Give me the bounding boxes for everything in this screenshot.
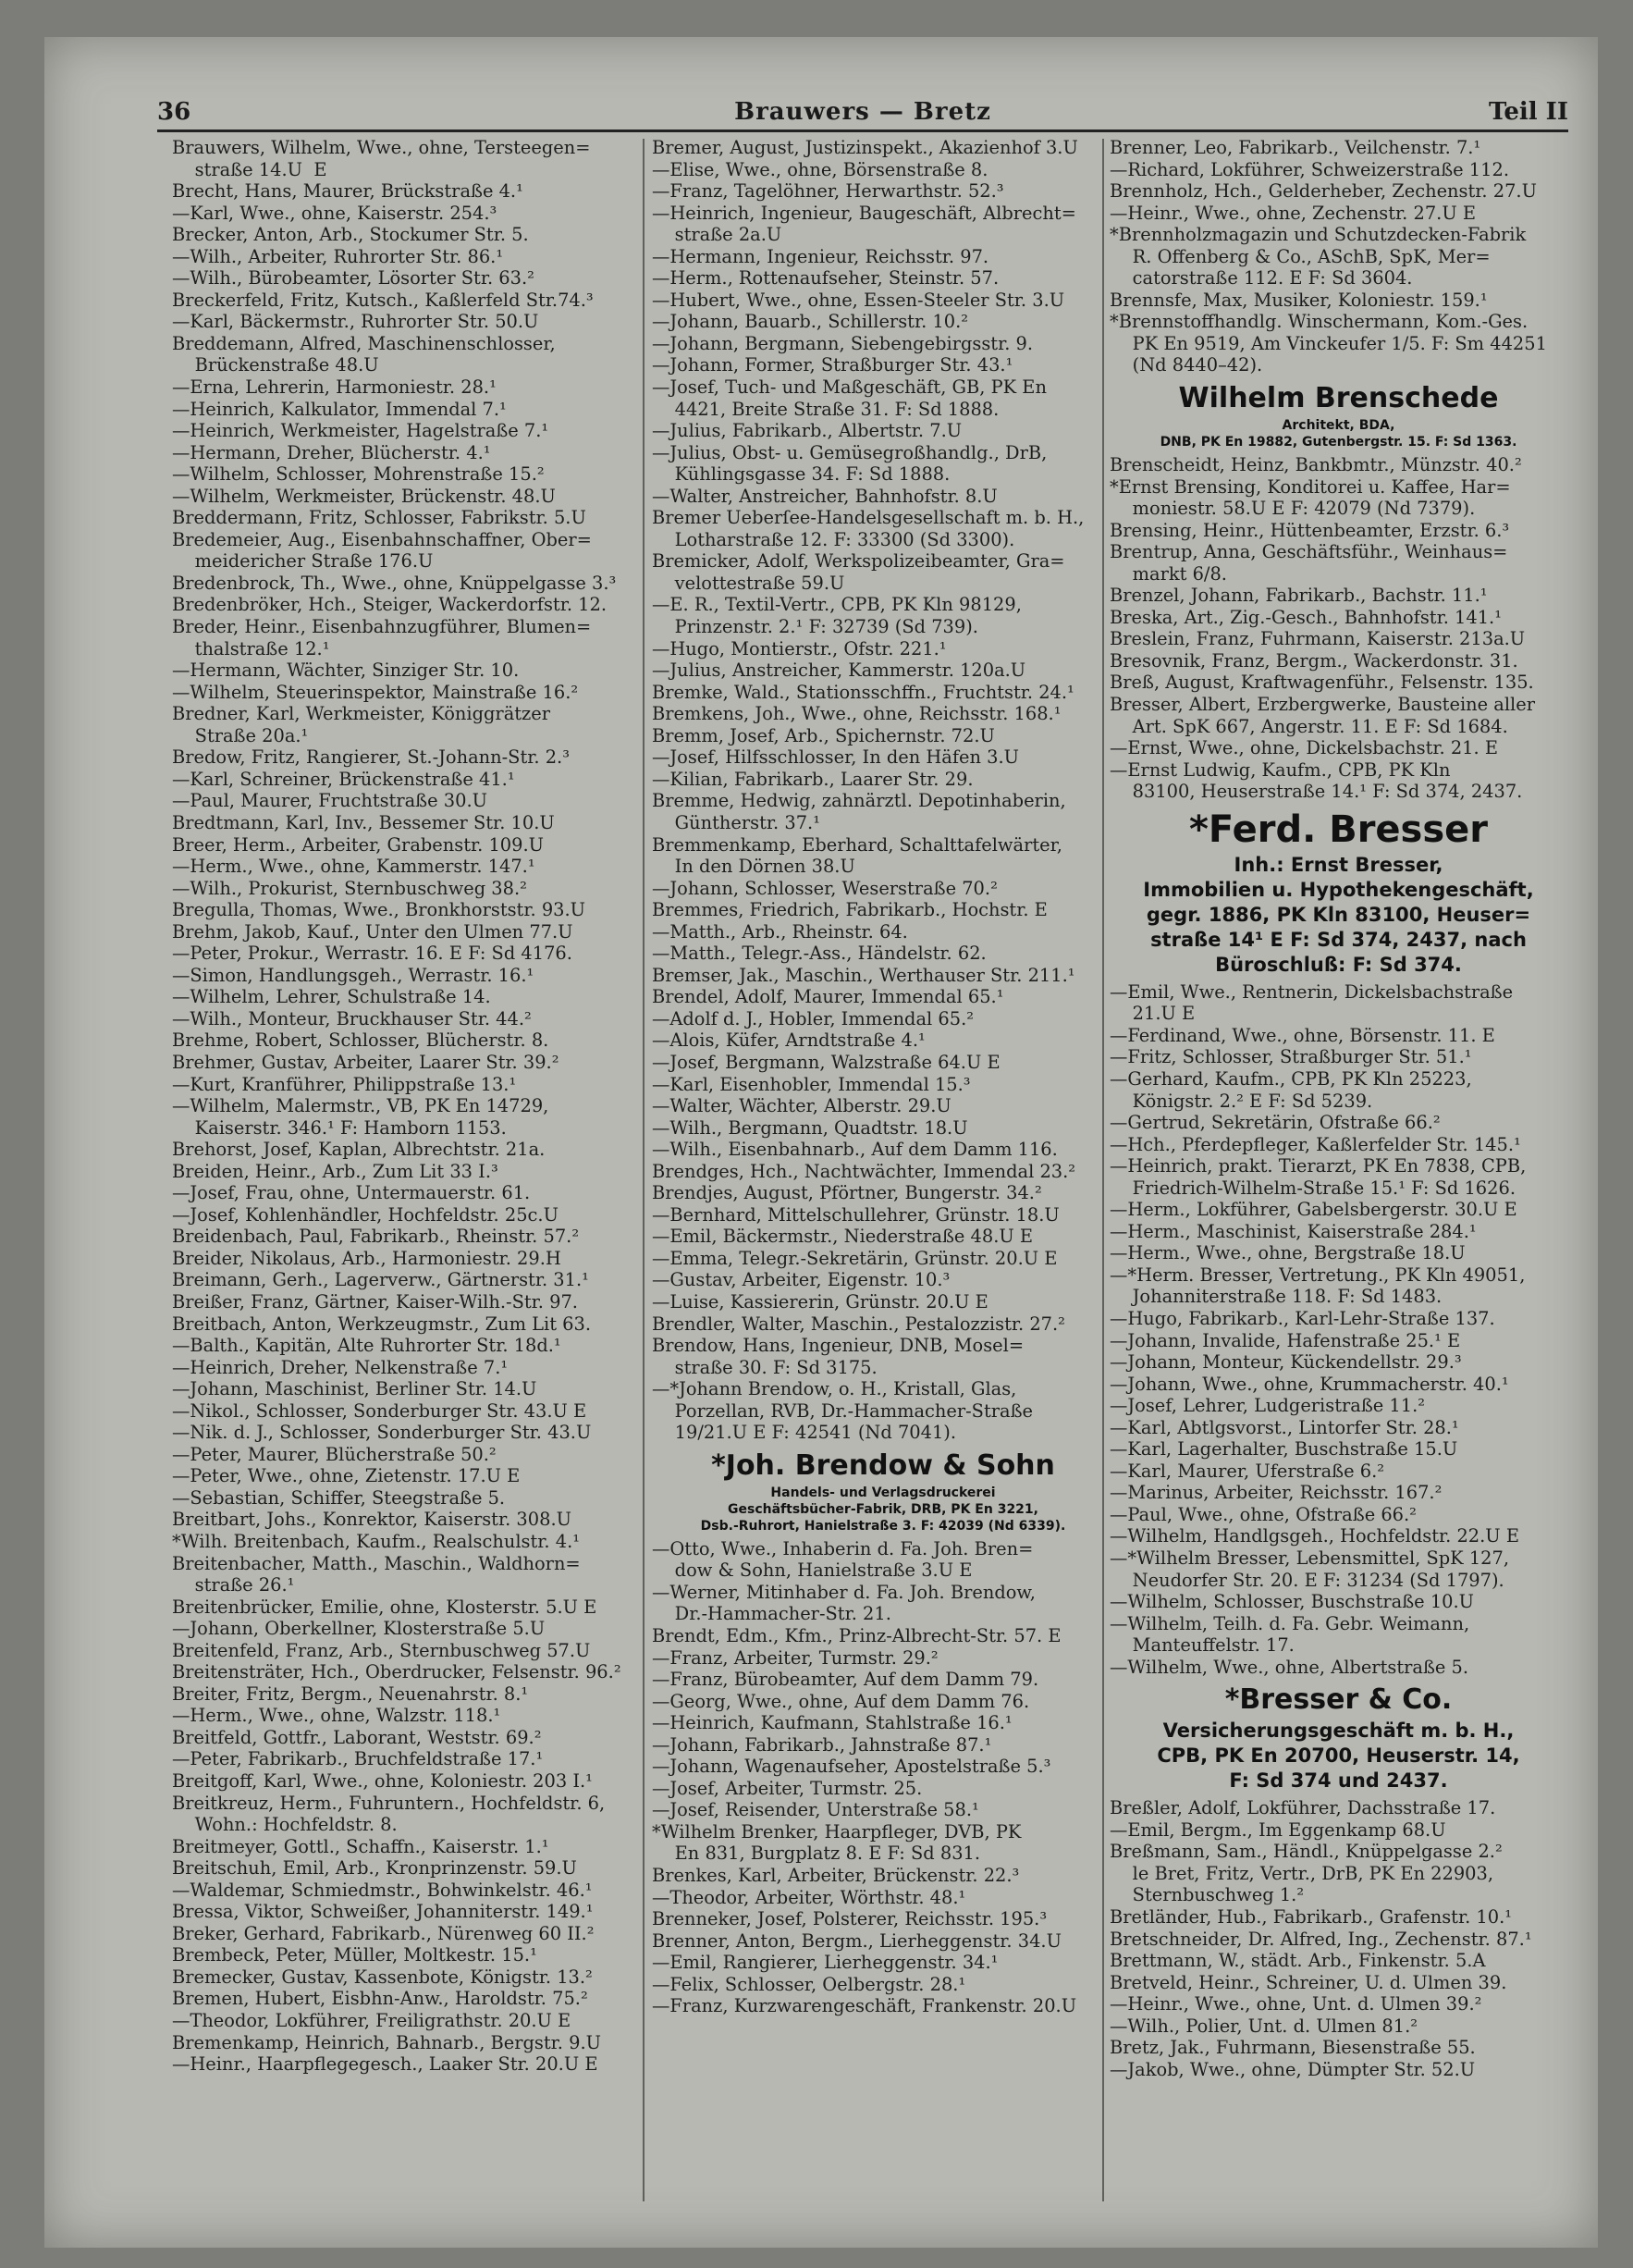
directory-entry-line: —Emil, Bergm., Im Eggenkamp 68.U — [1110, 1818, 1446, 1841]
directory-entry-line: Brecht, Hans, Maurer, Brückstraße 4.¹ — [172, 180, 523, 203]
directory-entry-line: Brenner, Leo, Fabrikarb., Veilchenstr. 7.¹ — [1110, 137, 1481, 158]
directory-entry-line: —Herm., Lokführer, Gabelsbergerstr. 30.U E — [1110, 1199, 1517, 1221]
advertisement-detail-line: straße 14¹ E F: Sd 374, 2437, nach — [1150, 928, 1527, 951]
directory-entry-line: Breddemann, Alfred, Maschinenschlosser, — [172, 332, 556, 354]
directory-entry-line: Bredenbröker, Hch., Steiger, Wackerdorfstr. 12. — [172, 594, 608, 616]
directory-entry-line: Brendler, Walter, Maschin., Pestalozzistr. 27.² — [652, 1313, 1065, 1335]
directory-entry-line: —Wilhelm, Schlosser, Buschstraße 10.U — [1110, 1591, 1474, 1613]
directory-entry-line: —Wilh., Monteur, Bruckhauser Str. 44.² — [172, 1007, 532, 1029]
directory-entry-line: —Wilhelm, Werkmeister, Brückenstr. 48.U — [172, 485, 556, 507]
directory-entry-line: thalstraße 12.¹ — [172, 637, 330, 659]
advertisement-detail-line: Dsb.-Ruhrort, Hanielstraße 3. F: 42039 (Nd 6339). — [700, 1518, 1066, 1534]
advertisement-detail-line: Immobilien u. Hypothekengeschäft, — [1143, 878, 1534, 901]
directory-entry-line: Bregulla, Thomas, Wwe., Bronkhorststr. 93.U — [172, 899, 585, 921]
directory-entry-line: —Gerhard, Kaufm., CPB, PK Kln 25223, — [1110, 1067, 1472, 1090]
directory-entry-line: —Otto, Wwe., Inhaberin d. Fa. Joh. Bren= — [652, 1537, 1034, 1559]
directory-entry-line: Bremmenkamp, Eberhard, Schalttafelwärter, — [652, 833, 1062, 856]
page-number: 36 — [157, 98, 191, 126]
directory-entry-line: —Wilhelm, Schlosser, Mohrenstraße 15.² — [172, 463, 545, 486]
directory-entry-line: —Kilian, Fabrikarb., Laarer Str. 29. — [652, 768, 974, 790]
directory-entry-line: —*Johann Brendow, o. H., Kristall, Glas, — [652, 1378, 1017, 1400]
directory-entry-line: Brauwers, Wilhelm, Wwe., ohne, Tersteegen= — [172, 137, 591, 158]
directory-entry-line: —Peter, Wwe., ohne, Zietenstr. 17.U E — [172, 1465, 521, 1487]
directory-entry-line: Breider, Nikolaus, Arb., Harmoniestr. 29.H — [172, 1247, 561, 1269]
advertisement-box — [1110, 807, 1567, 978]
directory-entry-line: —Paul, Maurer, Fruchtstraße 30.U — [172, 790, 487, 812]
directory-entry-line: velottestraße 59.U — [652, 572, 845, 594]
directory-entry-line: —Johann, Wagenaufseher, Apostelstraße 5.³ — [652, 1756, 1051, 1778]
directory-entry-line: —Bernhard, Mittelschullehrer, Grünstr. 18.U — [652, 1203, 1060, 1226]
directory-entry-line: R. Offenberg & Co., ASchB, SpK, Mer= — [1110, 245, 1491, 267]
directory-entry-line: Breiter, Fritz, Bergm., Neuenahrstr. 8.¹ — [172, 1683, 529, 1705]
directory-entry-line: Breska, Art., Zig.-Gesch., Bahnhofstr. 141.¹ — [1110, 606, 1502, 628]
directory-entry-line: —Karl, Bäckermstr., Ruhrorter Str. 50.U — [172, 311, 539, 333]
directory-entry-line: Bretschneider, Dr. Alfred, Ing., Zechenstr. 87.¹ — [1110, 1928, 1532, 1950]
directory-entry-line: Brenscheidt, Heinz, Bankbmtr., Münzstr. 40.² — [1110, 454, 1522, 476]
directory-entry-line: —Wilhelm, Handlgsgeh., Hochfeldstr. 22.U E — [1110, 1525, 1519, 1547]
directory-entry-line: —*Herm. Bresser, Vertretung., PK Kln 49051, — [1110, 1263, 1526, 1286]
directory-entry-line: Bremme, Hedwig, zahnärztl. Depotinhaberin, — [652, 790, 1066, 812]
directory-entry-line: —Josef, Reisender, Unterstraße 58.¹ — [652, 1799, 979, 1821]
directory-entry-line: Brennsfe, Max, Musiker, Koloniestr. 159.¹ — [1110, 289, 1488, 311]
directory-entry-line: —Matth., Arb., Rheinstr. 64. — [652, 920, 908, 943]
directory-entry-line: Brehmer, Gustav, Arbeiter, Laarer Str. 39.² — [172, 1051, 559, 1073]
directory-entry-line: Brenner, Anton, Bergm., Lierheggenstr. 34.U — [652, 1929, 1062, 1952]
directory-entry-line: Brecker, Anton, Arb., Stockumer Str. 5. — [172, 224, 529, 246]
directory-entry-line: —Gustav, Arbeiter, Eigenstr. 10.³ — [652, 1269, 951, 1291]
directory-entry-line: Breßmann, Sam., Händl., Knüppelgasse 2.² — [1110, 1841, 1503, 1863]
directory-entry-line: —Hubert, Wwe., ohne, Essen-Steeler Str. 3.U — [652, 289, 1065, 311]
directory-entry-line: *Wilhelm Brenker, Haarpfleger, DVB, PK — [652, 1820, 1022, 1843]
directory-entry-line: —Julius, Obst- u. Gemüsegroßhandlg., DrB, — [652, 441, 1048, 463]
directory-entry-line: —Elise, Wwe., ohne, Börsenstraße 8. — [652, 158, 988, 180]
directory-entry-line: —Wilhelm, Wwe., ohne, Albertstraße 5. — [1110, 1656, 1469, 1678]
directory-entry-line: —Julius, Fabrikarb., Albertstr. 7.U — [652, 420, 963, 442]
directory-entry-line: Breder, Heinr., Eisenbahnzugführer, Blumen= — [172, 616, 592, 638]
directory-entry-line: Brehm, Jakob, Kauf., Unter den Ulmen 77.U — [172, 920, 573, 943]
directory-entry-line: —Karl, Abtlgsvorst., Lintorfer Str. 28.¹ — [1110, 1416, 1459, 1438]
directory-entry-line: —Waldemar, Schmiedmstr., Bohwinkelstr. 46.¹ — [172, 1879, 593, 1901]
directory-entry-line: Königstr. 2.² E F: Sd 5239. — [1110, 1090, 1373, 1112]
directory-entry-line: Güntherstr. 37.¹ — [652, 811, 820, 833]
directory-entry-line: En 831, Burgplatz 8. E F: Sd 831. — [652, 1843, 981, 1865]
directory-entry-line: —Johann, Fabrikarb., Jahnstraße 87.¹ — [652, 1733, 992, 1756]
directory-entry-line: PK En 9519, Am Vinckeufer 1/5. F: Sm 44251 — [1110, 332, 1547, 354]
directory-entry-line: Manteuffelstr. 17. — [1110, 1634, 1295, 1657]
directory-entry-line: —Johann, Wwe., ohne, Krummacherstr. 40.¹ — [1110, 1373, 1509, 1395]
directory-entry-line: —Fritz, Schlosser, Straßburger Str. 51.¹ — [1110, 1046, 1472, 1068]
directory-entry-line: —Nik. d. J., Schlosser, Sonderburger Str. 43.U — [172, 1422, 592, 1444]
page-title: Brauwers — Bretz — [734, 98, 991, 126]
directory-entry-line: —Wilhelm, Malermstr., VB, PK En 14729, — [172, 1095, 549, 1117]
directory-entry-line: markt 6/8. — [1110, 562, 1227, 585]
directory-entry-line: Dr.-Hammacher-Str. 21. — [652, 1603, 891, 1625]
directory-entry-line: Breer, Herm., Arbeiter, Grabenstr. 109.U — [172, 833, 544, 856]
directory-entry-line: Kühlingsgasse 34. F: Sd 1888. — [652, 463, 951, 486]
directory-entry-line: Bretveld, Heinr., Schreiner, U. d. Ulmen 39. — [1110, 1971, 1507, 1993]
directory-entry-line: Breitgoff, Karl, Wwe., ohne, Koloniestr. 203 I.¹ — [172, 1770, 593, 1793]
directory-entry-line: moniestr. 58.U E F: 42079 (Nd 7379). — [1110, 498, 1476, 520]
directory-entry-line: —Georg, Wwe., ohne, Auf dem Damm 76. — [652, 1690, 1030, 1712]
directory-entry-line: —Wilh., Arbeiter, Ruhrorter Str. 86.¹ — [172, 245, 504, 267]
directory-entry-line: —*Wilhelm Bresser, Lebensmittel, SpK 127, — [1110, 1547, 1510, 1569]
directory-entry-line: Bremicker, Adolf, Werkspolizeibeamter, Gra= — [652, 550, 1065, 573]
directory-entry-line: Bresovnik, Franz, Bergm., Wackerdonstr. 31. — [1110, 649, 1518, 672]
directory-entry-line: —Hermann, Wächter, Sinziger Str. 10. — [172, 659, 520, 682]
directory-entry-line: —Paul, Wwe., ohne, Ofstraße 66.² — [1110, 1503, 1417, 1525]
directory-entry-line: Porzellan, RVB, Dr.-Hammacher-Straße — [652, 1399, 1034, 1422]
directory-entry-line: —Hugo, Fabrikarb., Karl-Lehr-Straße 137. — [1110, 1307, 1495, 1329]
directory-entry-line: —Josef, Hilfsschlosser, In den Häfen 3.U — [652, 746, 1020, 769]
directory-entry-line: straße 26.¹ — [172, 1574, 295, 1596]
directory-entry-line: Johanniterstraße 118. F: Sd 1483. — [1110, 1286, 1443, 1308]
column-2 — [652, 137, 1114, 2017]
advertisement-detail-line: gegr. 1886, PK Kln 83100, Heuser= — [1146, 903, 1531, 926]
directory-entry-line: —Luise, Kassiererin, Grünstr. 20.U E — [652, 1290, 988, 1313]
directory-entry-line: —Emil, Bäckermstr., Niederstraße 48.U E — [652, 1226, 1034, 1248]
directory-entry-line: —Johann, Bauarb., Schillerstr. 10.² — [652, 311, 969, 333]
directory-entry-line: *Ernst Brensing, Konditorei u. Kaffee, Har= — [1110, 475, 1511, 498]
directory-entry-line: Bremer, August, Justizinspekt., Akazienhof 3.U — [652, 137, 1078, 158]
directory-entry-line: —Johann, Maschinist, Berliner Str. 14.U — [172, 1378, 537, 1400]
directory-entry-line: —Ferdinand, Wwe., ohne, Börsenstr. 11. E — [1110, 1024, 1495, 1046]
directory-entry-line: —Wilh., Bergmann, Quadtstr. 18.U — [652, 1116, 968, 1139]
directory-entry-line: —Hugo, Montierstr., Ofstr. 221.¹ — [652, 637, 947, 659]
directory-entry-line: —Heinr., Wwe., ohne, Zechenstr. 27.U E — [1110, 202, 1477, 224]
directory-entry-line: —Josef, Arbeiter, Turmstr. 25. — [652, 1777, 923, 1799]
directory-entry-line: —Josef, Lehrer, Ludgeristraße 11.² — [1110, 1395, 1426, 1417]
directory-entry-line: —Matth., Telegr.-Ass., Händelstr. 62. — [652, 943, 987, 965]
directory-entry-line: —Werner, Mitinhaber d. Fa. Joh. Brendow, — [652, 1581, 1036, 1603]
directory-entry-line: Breitenbacher, Matth., Maschin., Waldhorn= — [172, 1552, 581, 1574]
directory-entry-line: —Sebastian, Schiffer, Steegstraße 5. — [172, 1486, 506, 1509]
directory-entry-line: le Bret, Fritz, Vertr., DrB, PK En 22903, — [1110, 1862, 1494, 1884]
directory-entry-line: Sternbuschweg 1.² — [1110, 1884, 1305, 1906]
advertisement-brand: *Ferd. Bresser — [1188, 807, 1489, 851]
directory-entry-line: straße 2a.U — [652, 224, 782, 246]
directory-entry-line: Bredenbrock, Th., Wwe., ohne, Knüppelgasse 3.³ — [172, 572, 617, 594]
directory-entry-line: —Adolf d. J., Hobler, Immendal 65.² — [652, 1007, 975, 1029]
directory-entry-line: Bremer Ueberſee-Handelsgesellschaft m. b. H., — [652, 507, 1085, 529]
advertisement-detail-line: CPB, PK En 20700, Heuserstr. 14, — [1157, 1744, 1520, 1768]
directory-entry-line: catorstraße 112. E F: Sd 3604. — [1110, 267, 1413, 290]
directory-entry-line: *Brennstoffhandlg. Winschermann, Kom.-Ges. — [1110, 311, 1529, 333]
directory-entry-line: Bredtmann, Karl, Inv., Bessemer Str. 10.U — [172, 811, 555, 833]
directory-entry-line: Breitfeld, Gottfr., Laborant, Weststr. 69.² — [172, 1726, 542, 1748]
directory-entry-line: Neudorfer Str. 20. E F: 31234 (Sd 1797). — [1110, 1569, 1504, 1591]
directory-entry-line: —Karl, Eisenhobler, Immendal 15.³ — [652, 1073, 971, 1095]
directory-entry-line: —Herm., Wwe., ohne, Walzstr. 118.¹ — [172, 1705, 501, 1727]
directory-entry-line: —Emil, Rangierer, Lierheggenstr. 34.¹ — [652, 1952, 999, 1974]
directory-entry-line: *Brennholzmagazin und Schutzdecken-Fabrik — [1110, 224, 1527, 246]
directory-entry-line: Breker, Gerhard, Fabrikarb., Nürenweg 60 II.² — [172, 1922, 595, 1944]
directory-entry-line: —Wilh., Prokurist, Sternbuschweg 38.² — [172, 877, 527, 899]
directory-entry-line: —Peter, Prokur., Werrastr. 16. E F: Sd 4176. — [172, 943, 572, 965]
directory-entry-line: Lotharstraße 12. F: 33300 (Sd 3300). — [652, 528, 1015, 550]
page-header — [157, 85, 1568, 132]
directory-entry-line: —Walter, Wächter, Alberstr. 29.U — [652, 1095, 952, 1117]
directory-entry-line: —Marinus, Arbeiter, Reichsstr. 167.² — [1110, 1482, 1443, 1504]
directory-entry-line: Breitbach, Anton, Werkzeugmstr., Zum Lit 63. — [172, 1313, 591, 1335]
directory-entry-line: Brentrup, Anna, Geschäftsführ., Weinhaus= — [1110, 541, 1508, 563]
directory-entry-line: Brehme, Robert, Schlosser, Blücherstr. 8. — [172, 1029, 549, 1052]
directory-entry-line: —Heinrich, Kalkulator, Immendal 7.¹ — [172, 398, 507, 420]
directory-entry-line: —Wilh., Polier, Unt. d. Ulmen 81.² — [1110, 2015, 1418, 2037]
directory-entry-line: Bredemeier, Aug., Eisenbahnschaffner, Ober= — [172, 528, 592, 550]
directory-entry-line: —Franz, Kurzwarengeschäft, Frankenstr. 20.U — [652, 1995, 1077, 2017]
directory-entry-line: (Nd 8440–42). — [1110, 354, 1263, 376]
directory-entry-line: —Felix, Schlosser, Oelbergstr. 28.¹ — [652, 1973, 966, 1995]
advertisement-detail-line: Handels- und Verlagsdruckerei — [770, 1485, 996, 1500]
directory-entry-line: —Gertrud, Sekretärin, Ofstraße 66.² — [1110, 1112, 1441, 1134]
directory-entry-line: Brendow, Hans, Ingenieur, DNB, Mosel= — [652, 1335, 1025, 1357]
directory-entry-line: Brenzel, Johann, Fabrikarb., Bachstr. 11.¹ — [1110, 585, 1488, 607]
advertisement-box — [1110, 380, 1567, 450]
directory-entry-line: —Emil, Wwe., Rentnerin, Dickelsbachstraße — [1110, 980, 1514, 1003]
directory-entry-line: —Johann, Oberkellner, Klosterstraße 5.U — [172, 1618, 546, 1640]
directory-entry-line: —Herm., Rottenaufseher, Steinstr. 57. — [652, 267, 1000, 290]
advertisement-brand: *Bresser & Co. — [1224, 1683, 1453, 1717]
directory-entry-line: —Richard, Lokführer, Schweizerstraße 112. — [1110, 158, 1509, 180]
directory-entry-line: —Julius, Anstreicher, Kammerstr. 120a.U — [652, 659, 1026, 682]
directory-entry-line: meidericher Straße 176.U — [172, 550, 434, 573]
directory-entry-line: 83100, Heuserstraße 14.¹ F: Sd 374, 2437. — [1110, 781, 1523, 803]
advertisement-detail-line: Büroschluß: F: Sd 374. — [1215, 953, 1462, 976]
directory-entry-line: —Heinrich, Ingenieur, Baugeschäft, Albrecht= — [652, 202, 1076, 224]
directory-entry-line: Breitkreuz, Herm., Fuhruntern., Hochfeldstr. 6, — [172, 1792, 606, 1814]
directory-entry-line: Breddermann, Fritz, Schlosser, Fabrikstr. 5.U — [172, 507, 586, 529]
directory-entry-line: —Johann, Former, Straßburger Str. 43.¹ — [652, 354, 1013, 376]
column-3 — [1110, 137, 1567, 2080]
directory-entry-line: 4421, Breite Straße 31. F: Sd 1888. — [652, 398, 1000, 420]
directory-entry-line: —Johann, Monteur, Kückendellstr. 29.³ — [1110, 1351, 1462, 1374]
directory-entry-line: Breitensträter, Hch., Oberdrucker, Felsenstr. 96.² — [172, 1661, 621, 1683]
directory-entry-line: Brennholz, Hch., Gelderheber, Zechenstr. 27.U — [1110, 180, 1537, 203]
directory-entry-line: —Josef, Tuch- und Maßgeschäft, GB, PK En — [652, 376, 1047, 399]
directory-entry-line: Bremser, Jak., Maschin., Werthauser Str. 211.¹ — [652, 964, 1075, 986]
directory-entry-line: —Emma, Telegr.-Sekretärin, Grünstr. 20.U E — [652, 1247, 1058, 1269]
directory-entry-line: —Balth., Kapitän, Alte Ruhrorter Str. 18d.¹ — [172, 1335, 561, 1357]
directory-entry-line: Bremke, Wald., Stationsschffn., Fruchtstr. 24.¹ — [652, 681, 1074, 703]
advertisement-detail-line: Architekt, BDA, — [1282, 418, 1395, 434]
directory-entry-line: —Hermann, Dreher, Blücherstr. 4.¹ — [172, 441, 491, 463]
directory-entry-line: Bredner, Karl, Werkmeister, Königgrätzer — [172, 703, 551, 725]
directory-entry-line: Brettmann, W., städt. Arb., Finkenstr. 5.A — [1110, 1950, 1486, 1972]
directory-entry-line: Bremm, Josef, Arb., Spichernstr. 72.U — [652, 724, 995, 746]
directory-entry-line: Bremenkamp, Heinrich, Bahnarb., Bergstr. 9.U — [172, 2031, 601, 2053]
directory-entry-line: —Johann, Schlosser, Weserstraße 70.² — [652, 877, 998, 899]
directory-entry-line: —Herm., Wwe., ohne, Kammerstr. 147.¹ — [172, 856, 535, 878]
directory-entry-line: —Heinrich, Werkmeister, Hagelstraße 7.¹ — [172, 420, 549, 442]
advertisement-box — [652, 1448, 1114, 1535]
directory-entry-line: 19/21.U E F: 42541 (Nd 7041). — [652, 1422, 957, 1444]
advertisement-detail-line: Geschäftsbücher-Fabrik, DRB, PK En 3221, — [728, 1501, 1038, 1517]
directory-entry-line: —Hermann, Ingenieur, Reichsstr. 97. — [652, 245, 989, 267]
directory-entry-line: Breitenbrücker, Emilie, ohne, Klosterstr. 5.U E — [172, 1596, 597, 1618]
directory-entry-line: —Theodor, Arbeiter, Wörthstr. 48.¹ — [652, 1886, 966, 1908]
directory-entry-line: Breitmeyer, Gottl., Schaffn., Kaiserstr. 1.¹ — [172, 1835, 549, 1857]
directory-entry-line: —Heinr., Wwe., ohne, Unt. d. Ulmen 39.² — [1110, 1993, 1482, 2015]
directory-entry-line: In den Dörnen 38.U — [652, 856, 855, 878]
directory-entry-line: —Karl, Wwe., ohne, Kaiserstr. 254.³ — [172, 202, 497, 224]
directory-entry-line: —Heinrich, prakt. Tierarzt, PK En 7838, CPB, — [1110, 1155, 1527, 1177]
directory-entry-line: Art. SpK 667, Angerstr. 11. E F: Sd 1684. — [1110, 715, 1508, 737]
advertisement-box — [1110, 1682, 1567, 1793]
directory-entry-line: —Franz, Bürobeamter, Auf dem Damm 79. — [652, 1669, 1039, 1691]
advertisement-brand: Wilhelm Brenschede — [1178, 382, 1499, 415]
directory-entry-line: —Josef, Frau, ohne, Untermauerstr. 61. — [172, 1182, 531, 1204]
directory-entry-line: Bretländer, Hub., Fabrikarb., Grafenstr. 10.¹ — [1110, 1906, 1513, 1928]
directory-entry-line: Bretz, Jak., Fuhrmann, Biesenstraße 55. — [1110, 2037, 1476, 2059]
directory-entry-line: —Kurt, Kranführer, Philippstraße 13.¹ — [172, 1073, 517, 1095]
advertisement-detail-line: Versicherungsgeschäft m. b. H., — [1162, 1719, 1515, 1743]
directory-entry-line: Brendjes, August, Pförtner, Bungerstr. 34.² — [652, 1182, 1042, 1204]
directory-entry-line: Brembeck, Peter, Müller, Moltkestr. 15.¹ — [172, 1944, 537, 1966]
advertisement-detail-line: F: Sd 374 und 2437. — [1229, 1769, 1448, 1793]
directory-entry-line: —Herm., Wwe., ohne, Bergstraße 18.U — [1110, 1242, 1466, 1264]
directory-entry-line: *Wilh. Breitenbach, Kaufm., Realschulstr. 4.¹ — [172, 1531, 581, 1552]
directory-entry-line: —Franz, Tagelöhner, Herwarthstr. 52.³ — [652, 180, 1004, 203]
directory-entry-line: —Wilhelm, Lehrer, Schulstraße 14. — [172, 986, 491, 1008]
directory-entry-line: —Alois, Küfer, Arndtstraße 4.¹ — [652, 1029, 926, 1052]
directory-entry-line: Brendges, Hch., Nachtwächter, Immendal 23.² — [652, 1160, 1076, 1182]
advertisement-brand: *Joh. Brendow & Sohn — [711, 1448, 1055, 1482]
directory-entry-line: Bremkens, Joh., Wwe., ohne, Reichsstr. 168.¹ — [652, 703, 1062, 725]
directory-entry-line: —Karl, Maurer, Uferstraße 6.² — [1110, 1460, 1385, 1482]
directory-entry-line: —Herm., Maschinist, Kaiserstraße 284.¹ — [1110, 1220, 1477, 1242]
directory-entry-line: Prinzenstr. 2.¹ F: 32739 (Sd 739). — [652, 616, 978, 638]
directory-entry-line: —Erna, Lehrerin, Harmoniestr. 28.¹ — [172, 376, 497, 399]
directory-entry-line: Breßler, Adolf, Lokführer, Dachsstraße 17. — [1110, 1797, 1496, 1819]
directory-entry-line: straße 30. F: Sd 3175. — [652, 1356, 878, 1378]
directory-entry-line: —Hch., Pferdepfleger, Kaßlerfelder Str. 145.¹ — [1110, 1133, 1521, 1155]
directory-entry-line: dow & Sohn, Hanielstraße 3.U E — [652, 1559, 973, 1582]
advertisement-detail-line: Inh.: Ernst Bresser, — [1234, 853, 1443, 876]
directory-entry-line: Bremen, Hubert, Eisbhn-Anw., Haroldstr. 75.² — [172, 1988, 588, 2010]
directory-entry-line: Wohn.: Hochfeldstr. 8. — [172, 1814, 398, 1836]
directory-entry-line: Brehorst, Josef, Kaplan, Albrechtstr. 21a. — [172, 1139, 546, 1161]
advertisement-detail-line: DNB, PK En 19882, Gutenbergstr. 15. F: Sd 1363. — [1160, 435, 1517, 450]
directory-entry-line: Brendel, Adolf, Maurer, Immendal 65.¹ — [652, 986, 1004, 1008]
directory-entry-line: Bredow, Fritz, Rangierer, St.-Johann-Str. 2.³ — [172, 746, 570, 769]
directory-entry-line: Brenkes, Karl, Arbeiter, Brückenstr. 22.³ — [652, 1865, 1020, 1887]
directory-entry-line: —Peter, Maurer, Blücherstraße 50.² — [172, 1443, 497, 1465]
directory-entry-line: —Johann, Invalide, Hafenstraße 25.¹ E — [1110, 1329, 1461, 1351]
directory-entry-line: —Wilhelm, Steuerinspektor, Mainstraße 16.² — [172, 681, 579, 703]
directory-entry-line: Brendt, Edm., Kfm., Prinz-Albrecht-Str. 57. E — [652, 1625, 1062, 1646]
directory-entry-line: —Johann, Bergmann, Siebengebirgsstr. 9. — [652, 332, 1034, 354]
column-divider — [643, 139, 645, 2201]
directory-entry-line: —Karl, Lagerhalter, Buschstraße 15.U — [1110, 1438, 1458, 1461]
directory-entry-line: —Karl, Schreiner, Brückenstraße 41.¹ — [172, 768, 515, 790]
directory-entry-line: Brensing, Heinr., Hüttenbeamter, Erzstr. 6.³ — [1110, 519, 1510, 541]
directory-entry-line: —Peter, Fabrikarb., Bruchfeldstraße 17.¹ — [172, 1748, 544, 1770]
directory-entry-line: Straße 20a.¹ — [172, 724, 309, 746]
directory-entry-line: —Heinrich, Dreher, Nelkenstraße 7.¹ — [172, 1356, 509, 1378]
directory-entry-line: Breß, August, Kraftwagenführ., Felsenstr. 135. — [1110, 672, 1534, 694]
directory-entry-line: Bremecker, Gustav, Kassenbote, Königstr. 13.² — [172, 1966, 593, 1988]
directory-entry-line: —Nikol., Schlosser, Sonderburger Str. 43.U E — [172, 1399, 587, 1422]
directory-entry-line: —E. R., Textil-Vertr., CPB, PK Kln 98129, — [652, 594, 1022, 616]
directory-entry-line: 21.U E — [1110, 1003, 1196, 1025]
directory-entry-line: Brückenstraße 48.U — [172, 354, 379, 376]
directory-entry-line: —Josef, Kohlenhändler, Hochfeldstr. 25c.U — [172, 1203, 559, 1226]
part-label: Teil II — [1488, 98, 1568, 126]
directory-entry-line: —Franz, Arbeiter, Turmstr. 29.² — [652, 1646, 939, 1669]
directory-entry-line: Breckerfeld, Fritz, Kutsch., Kaßlerfeld Str.74.³ — [172, 289, 594, 311]
directory-entry-line: —Wilhelm, Teilh. d. Fa. Gebr. Weimann, — [1110, 1612, 1470, 1634]
directory-entry-line: Breitenfeld, Franz, Arb., Sternbuschweg 57.U — [172, 1639, 591, 1661]
directory-entry-line: —Walter, Anstreicher, Bahnhofstr. 8.U — [652, 485, 998, 507]
directory-entry-line: —Jakob, Wwe., ohne, Dümpter Str. 52.U — [1110, 2058, 1476, 2080]
directory-entry-line: Breitbart, Johs., Konrektor, Kaiserstr. 308.U — [172, 1509, 571, 1531]
directory-entry-line: Breitschuh, Emil, Arb., Kronprinzenstr. 59.U — [172, 1857, 577, 1880]
directory-entry-line: —Heinr., Haarpflegegesch., Laaker Str. 20.U E — [172, 2053, 598, 2076]
directory-entry-line: Bressa, Viktor, Schweißer, Johanniterstr. 149.¹ — [172, 1901, 594, 1923]
directory-entry-line: —Josef, Bergmann, Walzstraße 64.U E — [652, 1051, 1001, 1073]
directory-entry-line: Breidenbach, Paul, Fabrikarb., Rheinstr. 57.² — [172, 1226, 580, 1248]
directory-entry-line: Breimann, Gerh., Lagerverw., Gärtnerstr. 31.¹ — [172, 1269, 589, 1291]
directory-entry-line: —Heinrich, Kaufmann, Stahlstraße 16.¹ — [652, 1712, 1013, 1734]
directory-entry-line: Brenneker, Josef, Polsterer, Reichsstr. 195.³ — [652, 1908, 1048, 1930]
directory-entry-line: —Ernst Ludwig, Kaufm., CPB, PK Kln — [1110, 758, 1451, 781]
directory-entry-line: Kaiserstr. 346.¹ F: Hamborn 1153. — [172, 1116, 507, 1139]
directory-entry-line: Breslein, Franz, Fuhrmann, Kaiserstr. 213a.U — [1110, 628, 1526, 650]
directory-entry-line: Friedrich-Wilhelm-Straße 15.¹ F: Sd 1626. — [1110, 1177, 1516, 1199]
directory-entry-line: —Wilh., Bürobeamter, Lösorter Str. 63.² — [172, 267, 534, 290]
directory-entry-line: Bresser, Albert, Erzbergwerke, Bausteine aller — [1110, 694, 1535, 716]
directory-entry-line: Bremmes, Friedrich, Fabrikarb., Hochstr. E — [652, 899, 1048, 921]
directory-entry-line: Breiden, Heinr., Arb., Zum Lit 33 I.³ — [172, 1160, 498, 1182]
directory-entry-line: Breißer, Franz, Gärtner, Kaiser-Wilh.-Str. 97. — [172, 1290, 578, 1313]
directory-entry-line: —Wilh., Eisenbahnarb., Auf dem Damm 116. — [652, 1139, 1058, 1161]
column-1 — [172, 137, 634, 2076]
directory-entry-line: straße 14.U E — [172, 158, 327, 180]
directory-entry-line: —Simon, Handlungsgeh., Werrastr. 16.¹ — [172, 964, 534, 986]
directory-entry-line: —Theodor, Lokführer, Freiligrathstr. 20.U E — [172, 2010, 571, 2032]
directory-entry-line: —Ernst, Wwe., ohne, Dickelsbachstr. 21. E — [1110, 737, 1498, 759]
